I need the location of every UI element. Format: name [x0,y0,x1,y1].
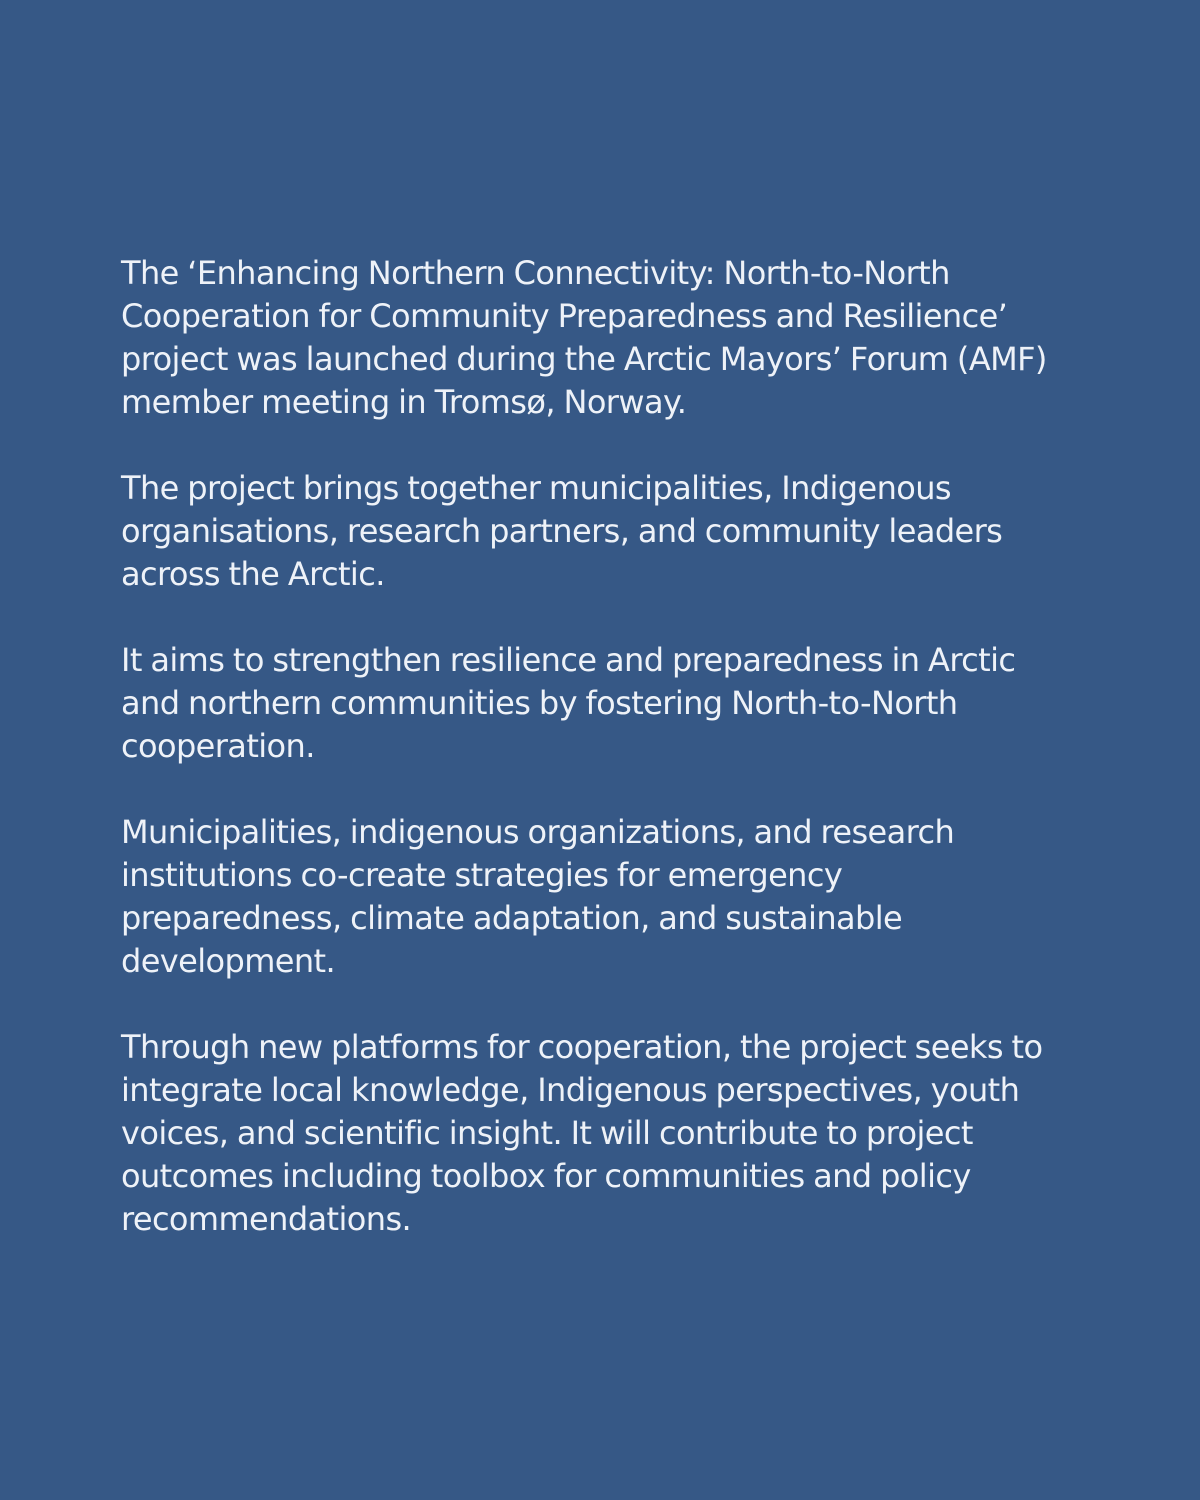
paragraph-partners: The project brings together municipalities, Indigenous organisations, research partners, and community leaders across the Arctic. [121,469,1003,593]
paragraph-outcomes: Through new platforms for cooperation, the project seeks to integrate local knowledge, Indigenous perspectives, youth voices, and scientific insight. It will contribute to project outcomes including toolbox for communities and policy recommendations. [121,1028,1043,1238]
body-text [121,252,1080,1241]
paragraph-aims: It aims to strengthen resilience and preparedness in Arctic and northern communities by fostering North-to-North cooperation. [121,641,1016,765]
paragraph-launch: The ‘Enhancing Northern Connectivity: North-to-North Cooperation for Community Preparedness and Resilience’ project was launched during the Arctic Mayors’ Forum (AMF) member meeting in Tromsø, Norway. [121,254,1047,421]
paragraph-strategies: Municipalities, indigenous organizations, and research institutions co-create strategies for emergency preparedness, climate adaptation, and sustainable development. [121,813,955,980]
